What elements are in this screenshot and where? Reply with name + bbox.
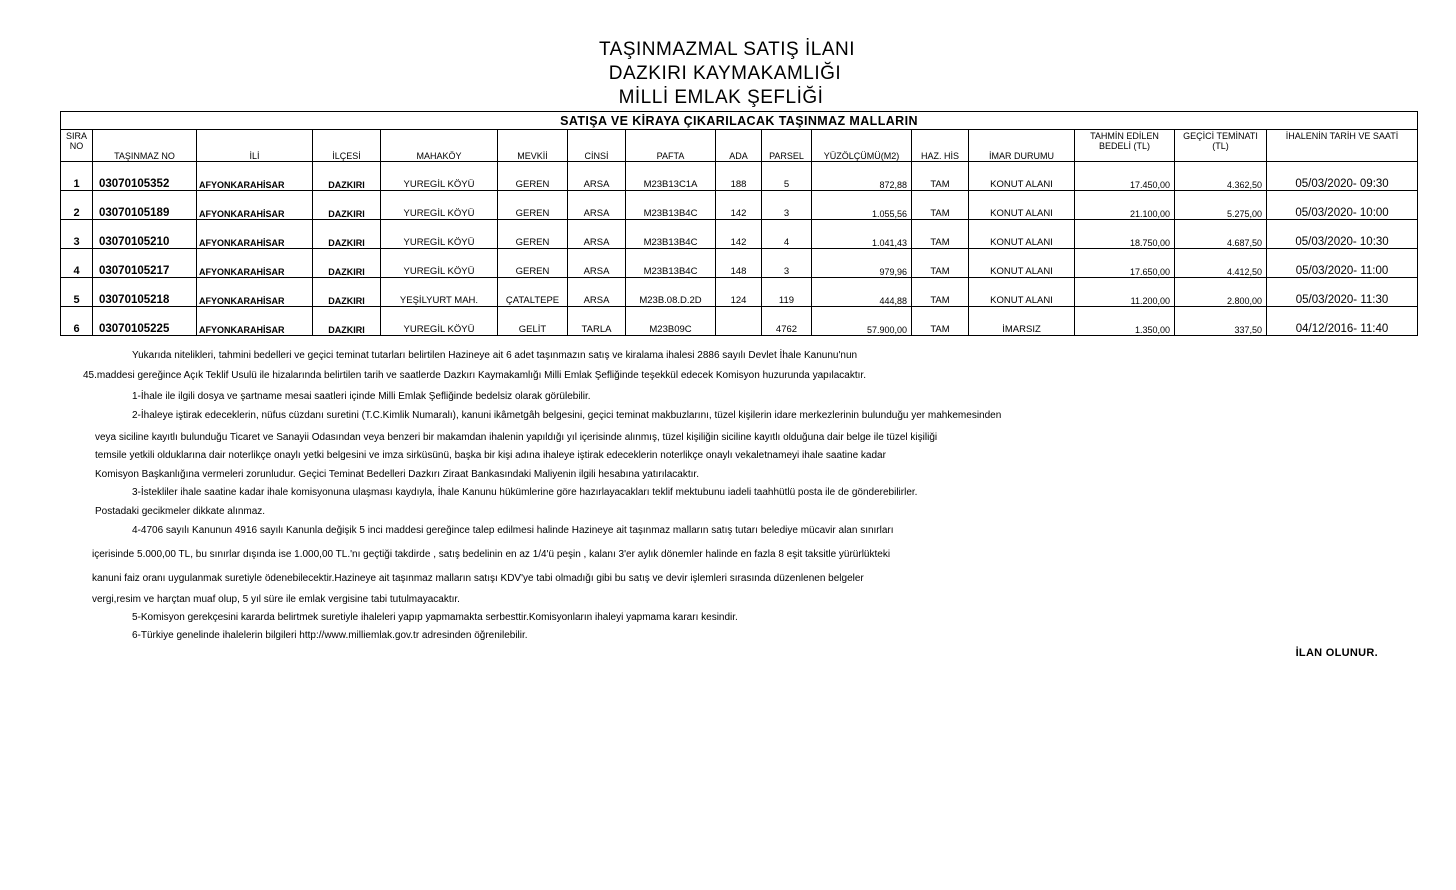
cell-haz-his: TAM — [912, 307, 969, 336]
cell-mevkii: ÇATALTEPE — [498, 278, 568, 307]
cell-tarih: 05/03/2020- 10:30 — [1267, 220, 1418, 249]
cell-imar: KONUT ALANI — [969, 249, 1075, 278]
cell-parsel: 119 — [762, 278, 812, 307]
paragraph-item-2-line-1: 2-İhaleye iştirak edeceklerin, nüfus cüzdanı suretini (T.C.Kimlik Numaralı), kanuni ikâmetgâh belgesini, geçici teminat makbuzlarını, tüzel kişilerin idare merkezlerinin bulunduğu yer mahkemesinden — [132, 410, 1002, 421]
cell-mevkii: GEREN — [498, 220, 568, 249]
cell-tasinmaz-no: 03070105218 — [93, 278, 197, 307]
cell-parsel: 4762 — [762, 307, 812, 336]
cell-bedel: 11.200,00 — [1075, 278, 1175, 307]
cell-ada: 148 — [716, 249, 762, 278]
cell-ilcesi: DAZKIRI — [313, 191, 381, 220]
cell-imar: KONUT ALANI — [969, 220, 1075, 249]
header-parsel: PARSEL — [762, 130, 812, 162]
cell-tasinmaz-no: 03070105210 — [93, 220, 197, 249]
cell-tarih: 05/03/2020- 11:00 — [1267, 249, 1418, 278]
cell-yuzolcumu: 1.041,43 — [812, 220, 912, 249]
cell-cinsi: ARSA — [568, 220, 626, 249]
cell-yuzolcumu: 1.055,56 — [812, 191, 912, 220]
paragraph-item-5: 5-Komisyon gerekçesini kararda belirtmek suretiyle ihaleleri yapıp yapmamakta serbesttir.Komisyonların ihaleyi yapmama kararı kesindir. — [132, 612, 738, 623]
cell-tasinmaz-no: 03070105217 — [93, 249, 197, 278]
cell-tarih: 05/03/2020- 09:30 — [1267, 162, 1418, 191]
cell-ili: AFYONKARAHİSAR — [197, 220, 313, 249]
cell-cinsi: ARSA — [568, 249, 626, 278]
cell-imar: KONUT ALANI — [969, 278, 1075, 307]
cell-yuzolcumu: 444,88 — [812, 278, 912, 307]
header-pafta: PAFTA — [626, 130, 716, 162]
cell-haz-his: TAM — [912, 162, 969, 191]
cell-ada: 124 — [716, 278, 762, 307]
cell-parsel: 5 — [762, 162, 812, 191]
cell-imar: İMARSIZ — [969, 307, 1075, 336]
cell-ada: 188 — [716, 162, 762, 191]
header-tasinmaz-no: TAŞINMAZ NO — [93, 130, 197, 162]
cell-imar: KONUT ALANI — [969, 191, 1075, 220]
paragraph-item-6: 6-Türkiye genelinde ihalelerin bilgileri http://www.milliemlak.gov.tr adresinden öğrenilebilir. — [132, 630, 528, 641]
cell-ili: AFYONKARAHİSAR — [197, 307, 313, 336]
cell-bedel: 18.750,00 — [1075, 220, 1175, 249]
closing-statement: İLAN OLUNUR. — [1295, 647, 1378, 659]
header-ili: İLİ — [197, 130, 313, 162]
cell-parsel: 3 — [762, 191, 812, 220]
cell-ilcesi: DAZKIRI — [313, 307, 381, 336]
cell-pafta: M23B.08.D.2D — [626, 278, 716, 307]
header-sira: SIRA NO — [61, 130, 93, 162]
title-line-2: DAZKIRI KAYMAKAMLIĞI — [608, 63, 842, 84]
cell-haz-his: TAM — [912, 249, 969, 278]
cell-haz-his: TAM — [912, 278, 969, 307]
paragraph-item-2-line-2: veya siciline kayıtlı bulunduğu Ticaret ve Sanayii Odasından veya benzeri bir makamdan ihalenin yapıldığı yıl içerisinde alınmış, tüzel kişiliğin siciline kayıtlı olduğuna dair belge ile tüzel kişiliği — [95, 432, 938, 443]
cell-bedel: 21.100,00 — [1075, 191, 1175, 220]
cell-teminat: 4.412,50 — [1175, 249, 1267, 278]
cell-teminat: 4.362,50 — [1175, 162, 1267, 191]
cell-yuzolcumu: 872,88 — [812, 162, 912, 191]
cell-imar: KONUT ALANI — [969, 162, 1075, 191]
cell-sira: 1 — [61, 162, 93, 191]
cell-sira: 2 — [61, 191, 93, 220]
header-imar: İMAR DURUMU — [969, 130, 1075, 162]
header-haz-his: HAZ. HİS — [912, 130, 969, 162]
cell-pafta: M23B13B4C — [626, 220, 716, 249]
cell-sira: 6 — [61, 307, 93, 336]
header-teminat: GEÇİCİ TEMİNATI (TL) — [1175, 130, 1267, 162]
cell-bedel: 1.350,00 — [1075, 307, 1175, 336]
cell-ilcesi: DAZKIRI — [313, 220, 381, 249]
cell-teminat: 5.275,00 — [1175, 191, 1267, 220]
title-line-1: TAŞINMAZMAL SATIŞ İLANI — [598, 39, 856, 60]
table-banner: SATIŞA VE KİRAYA ÇIKARILACAK TAŞINMAZ MALLARIN — [61, 112, 1418, 130]
cell-tasinmaz-no: 03070105189 — [93, 191, 197, 220]
cell-cinsi: ARSA — [568, 278, 626, 307]
cell-mevkii: GEREN — [498, 191, 568, 220]
cell-tarih: 05/03/2020- 11:30 — [1267, 278, 1418, 307]
paragraph-intro-2: 45.maddesi gereğince Açık Teklif Usulü ile hizalarında belirtilen tarih ve saatlerde Dazkırı Kaymakamlığı Milli Emlak Şefliğinde teşekkül edecek Komisyon huzurunda yapılacaktır. — [83, 370, 866, 381]
header-mevkii: MEVKİİ — [498, 130, 568, 162]
cell-yuzolcumu: 979,96 — [812, 249, 912, 278]
header-bedel: TAHMİN EDİLEN BEDELİ (TL) — [1075, 130, 1175, 162]
cell-tarih: 04/12/2016- 11:40 — [1267, 307, 1418, 336]
header-tarih: İHALENİN TARİH VE SAATİ — [1267, 130, 1418, 162]
paragraph-item-4-line-3: kanuni faiz oranı uygulanmak suretiyle ödenebilecektir.Hazineye ait taşınmaz malların satışı KDV'ye tabi olmadığı gibi bu satış ve devir işlemleri sırasında düzenlenen belgeler — [92, 573, 864, 584]
cell-tasinmaz-no: 03070105225 — [93, 307, 197, 336]
cell-ilcesi: DAZKIRI — [313, 249, 381, 278]
paragraph-item-4-line-4: vergi,resim ve harçtan muaf olup, 5 yıl süre ile emlak vergisine tabi tutulmayacaktır. — [92, 594, 460, 605]
header-mahalle: MAHAKÖY — [381, 130, 498, 162]
cell-haz-his: TAM — [912, 191, 969, 220]
cell-teminat: 2.800,00 — [1175, 278, 1267, 307]
cell-pafta: M23B09C — [626, 307, 716, 336]
cell-mahalle: YUREGİL KÖYÜ — [381, 191, 498, 220]
paragraph-item-2-line-4: Komisyon Başkanlığına vermeleri zorunludur. Geçici Teminat Bedelleri Dazkırı Ziraat Bankasındaki Maliyenin ilgili hesabına yatırılacaktır. — [95, 469, 699, 480]
cell-mevkii: GELİT — [498, 307, 568, 336]
cell-teminat: 4.687,50 — [1175, 220, 1267, 249]
cell-ili: AFYONKARAHİSAR — [197, 162, 313, 191]
cell-cinsi: ARSA — [568, 191, 626, 220]
cell-mahalle: YUREGİL KÖYÜ — [381, 220, 498, 249]
cell-mahalle: YUREGİL KÖYÜ — [381, 307, 498, 336]
cell-tarih: 05/03/2020- 10:00 — [1267, 191, 1418, 220]
cell-parsel: 4 — [762, 220, 812, 249]
paragraph-item-4-line-2: içerisinde 5.000,00 TL, bu sınırlar dışında ise 1.000,00 TL.'nı geçtiği takdirde , satış bedelinin en az 1/4'ü peşin , kalanı 3'er aylık dönemler halinde en fazla 8 eşit taksitle yürürlükteki — [92, 549, 891, 560]
cell-ili: AFYONKARAHİSAR — [197, 191, 313, 220]
cell-yuzolcumu: 57.900,00 — [812, 307, 912, 336]
cell-ada: 142 — [716, 220, 762, 249]
cell-mahalle: YUREGİL KÖYÜ — [381, 162, 498, 191]
cell-bedel: 17.650,00 — [1075, 249, 1175, 278]
cell-mevkii: GEREN — [498, 249, 568, 278]
paragraph-item-3-line-1: 3-İstekliler ihale saatine kadar ihale komisyonuna ulaşması kaydıyla, İhale Kanunu hükümlerine göre hazırlayacakları teklif mektubunu iadeli taahhütlü posta ile de gönderebilirler. — [132, 487, 918, 498]
cell-pafta: M23B13B4C — [626, 249, 716, 278]
title-line-3: MİLLİ EMLAK ŞEFLİĞİ — [618, 87, 824, 108]
cell-pafta: M23B13C1A — [626, 162, 716, 191]
cell-cinsi: TARLA — [568, 307, 626, 336]
paragraph-item-3-line-2: Postadaki gecikmeler dikkate alınmaz. — [95, 506, 266, 517]
header-ilcesi: İLÇESİ — [313, 130, 381, 162]
paragraph-intro-1: Yukarıda nitelikleri, tahmini bedelleri ve geçici teminat tutarları belirtilen Hazineye ait 6 adet taşınmazın satış ve kiralama ihalesi 2886 sayılı Devlet İhale Kanunu'nun — [132, 350, 858, 361]
cell-bedel: 17.450,00 — [1075, 162, 1175, 191]
cell-mahalle: YUREGİL KÖYÜ — [381, 249, 498, 278]
cell-ili: AFYONKARAHİSAR — [197, 249, 313, 278]
header-yuzolcumu: YÜZÖLÇÜMÜ(M2) — [812, 130, 912, 162]
cell-tasinmaz-no: 03070105352 — [93, 162, 197, 191]
cell-mahalle: YEŞİLYURT MAH. — [381, 278, 498, 307]
cell-sira: 5 — [61, 278, 93, 307]
paragraph-item-2-line-3: temsile yetkili olduklarına dair noterlikçe onaylı yetki belgesini ve imza sirküsünü, başka bir kişi adına ihaleye iştirak edeceklerin noterlikçe onaylı vekaletnameyi ihale saatine kadar — [95, 450, 886, 461]
cell-parsel: 3 — [762, 249, 812, 278]
cell-teminat: 337,50 — [1175, 307, 1267, 336]
cell-cinsi: ARSA — [568, 162, 626, 191]
header-ada: ADA — [716, 130, 762, 162]
cell-ada: 142 — [716, 191, 762, 220]
cell-haz-his: TAM — [912, 220, 969, 249]
cell-ili: AFYONKARAHİSAR — [197, 278, 313, 307]
cell-mevkii: GEREN — [498, 162, 568, 191]
paragraph-item-4-line-1: 4-4706 sayılı Kanunun 4916 sayılı Kanunla değişik 5 inci maddesi gereğince talep edilmesi halinde Hazineye ait taşınmaz malların satış tutarı belediye mücavir alan sınırları — [132, 525, 894, 536]
paragraph-item-1: 1-İhale ile ilgili dosya ve şartname mesai saatleri içinde Milli Emlak Şefliğinde bedelsiz olarak görülebilir. — [132, 391, 591, 402]
cell-sira: 3 — [61, 220, 93, 249]
cell-ilcesi: DAZKIRI — [313, 278, 381, 307]
cell-sira: 4 — [61, 249, 93, 278]
cell-ilcesi: DAZKIRI — [313, 162, 381, 191]
cell-pafta: M23B13B4C — [626, 191, 716, 220]
header-cinsi: CİNSİ — [568, 130, 626, 162]
